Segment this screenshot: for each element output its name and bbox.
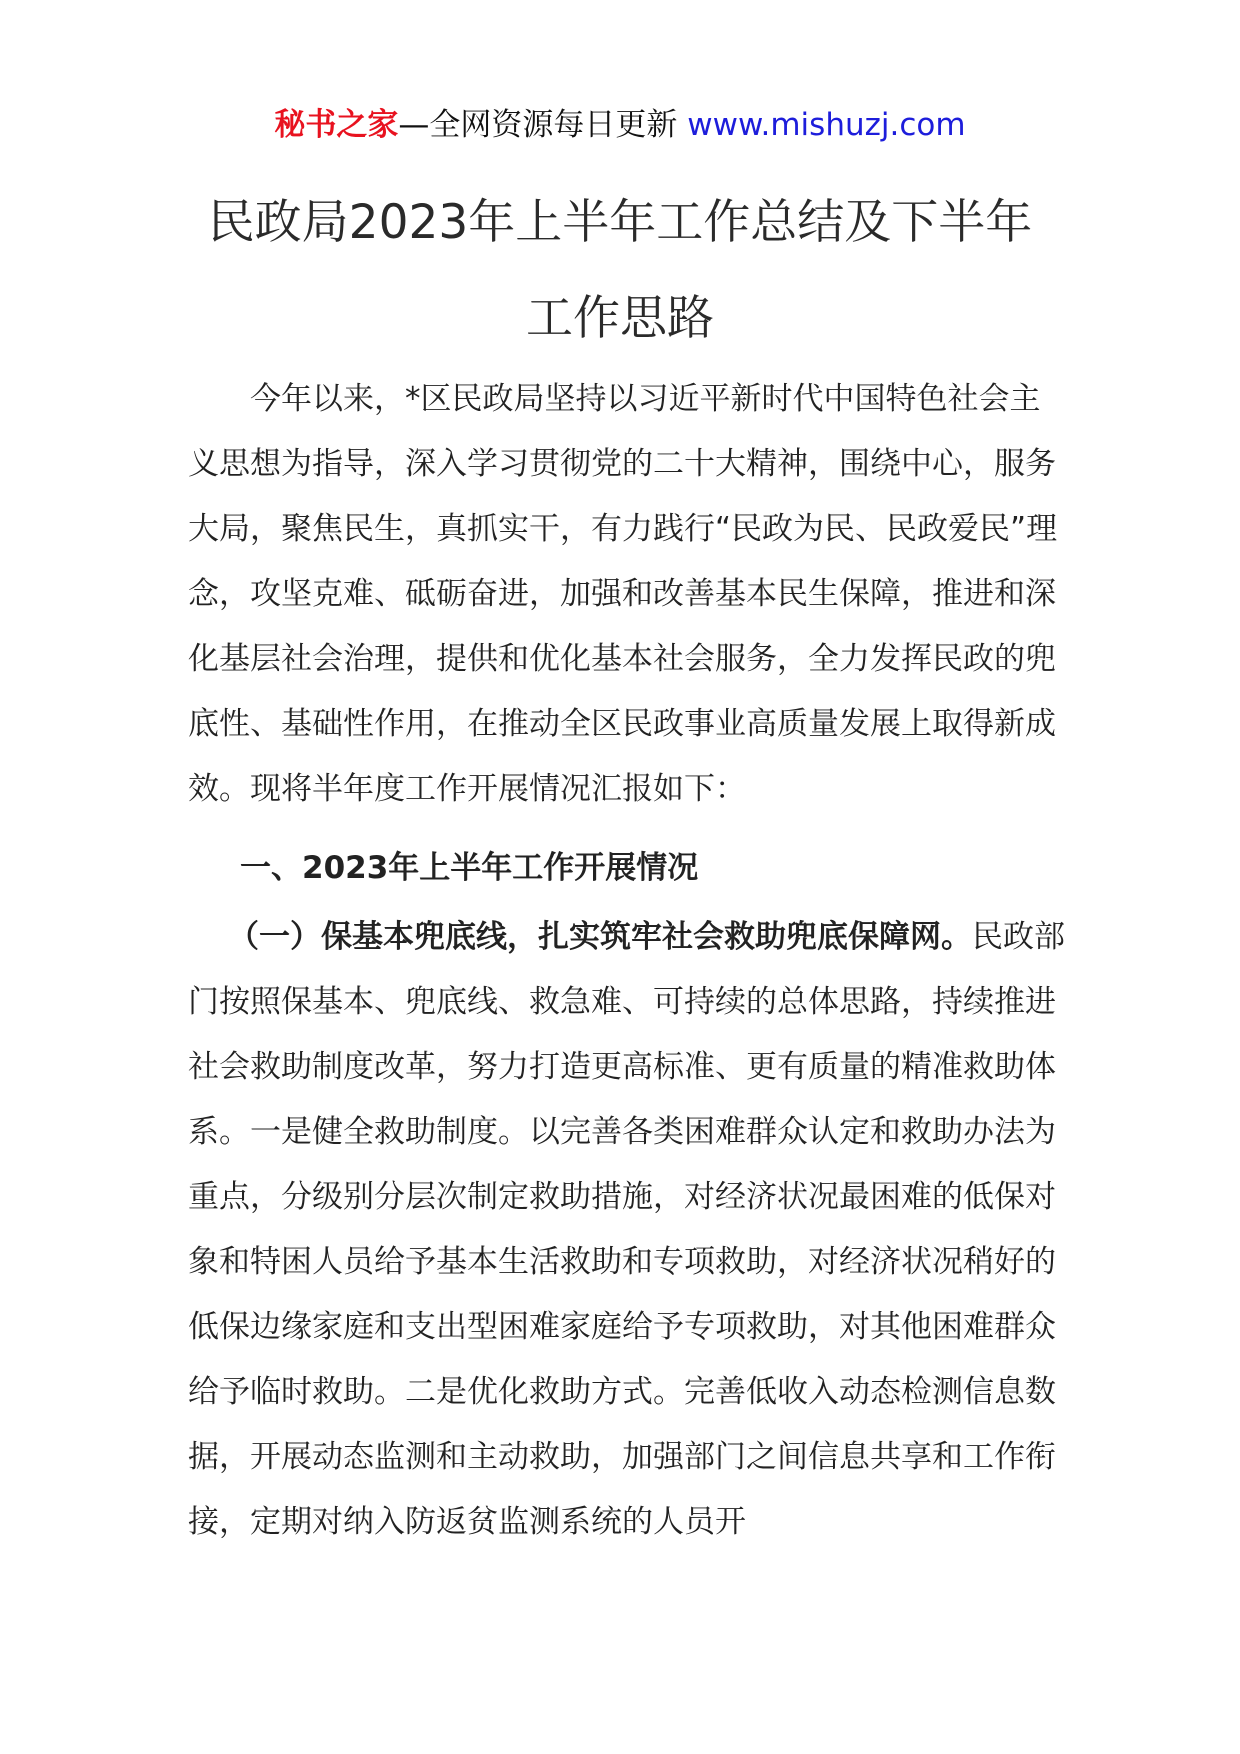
intro-text: 今年以来，*区民政局坚持以习近平新时代中国特色社会主义思想为指导，深入学习贯彻党的二十大精神，围绕中心，服务大局，聚焦民生，真抓实干，有力践行“民政为民、民政爱民”理念，攻坚克难、砥砺奋进，加强和改善基本民生保障，推进和深化基层社会治理，提供和优化基本社会服务，全力发挥民政的兜底性、基础性作用，在推动全区民政事业高质量发展上取得新成效。现将半年度工作开展情况汇报如下： [188, 381, 1058, 807]
subsection-paragraph-1 [188, 905, 1068, 1555]
subsection-heading-1: （一）保基本兜底线，扎实筑牢社会救助兜底保障网。 [228, 919, 972, 955]
subsection-body-1: 民政部门按照保基本、兜底线、救急难、可持续的总体思路，持续推进社会救助制度改革，努力打造更高标准、更有质量的精准救助体系。一是健全救助制度。以完善各类困难群众认定和救助办法为重点，分级别分层次制定救助措施，对经济状况最困难的低保对象和特困人员给予基本生活救助和专项救助，对经济状况稍好的低保边缘家庭和支出型困难家庭给予专项救助，对其他困难群众给予临时救助。二是优化救助方式。完善低收入动态检测信息数据，开展动态监测和主动救助，加强部门之间信息共享和工作衔接，定期对纳入防返贫监测系统的人员开 [188, 919, 1065, 1540]
document-title-line-2: 工作思路 [526, 291, 714, 346]
watermark-url[interactable]: www.mishuzj.com [687, 107, 966, 143]
document-title-line-1: 民政局2023年上半年工作总结及下半年 [207, 195, 1033, 250]
watermark-banner [0, 100, 1240, 150]
intro-paragraph [188, 367, 1068, 822]
section-heading-1: 一、2023年上半年工作开展情况 [240, 850, 699, 886]
watermark-brand: 秘书之家 [274, 107, 399, 143]
watermark-slogan: —全网资源每日更新 [398, 107, 678, 143]
